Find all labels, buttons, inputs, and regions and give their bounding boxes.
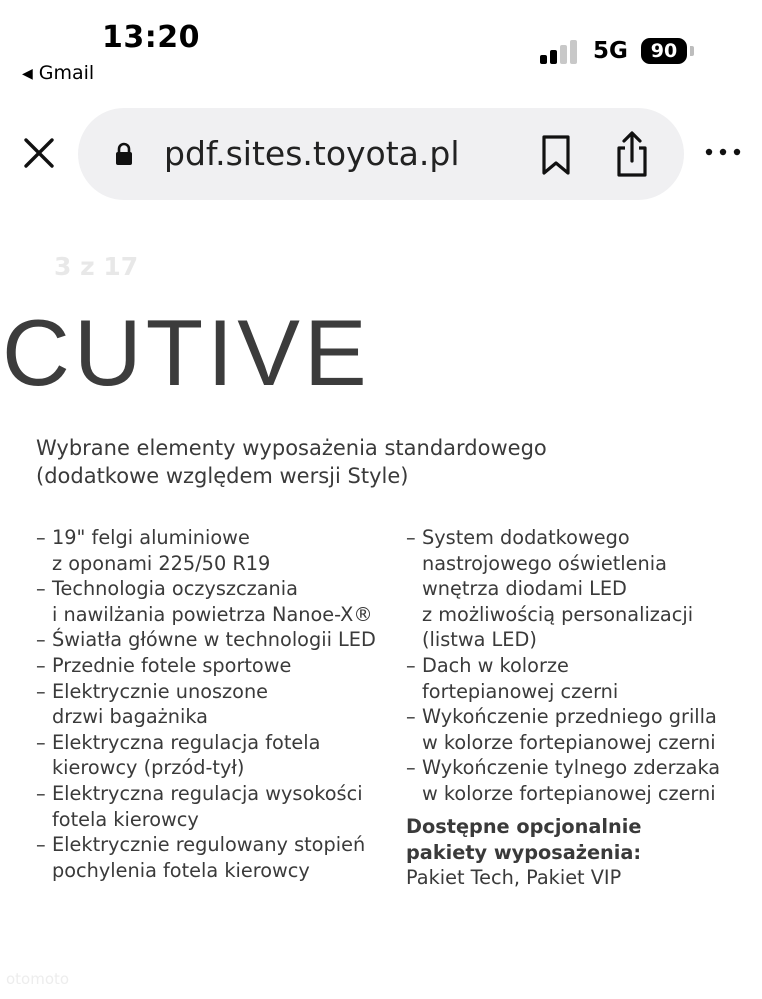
heading-line: (dodatkowe względem wersji Style) xyxy=(36,464,409,488)
document-title: CUTIVE xyxy=(2,300,371,405)
bookmark-icon[interactable] xyxy=(538,134,574,176)
status-bar xyxy=(0,0,762,100)
back-triangle-icon: ◀ xyxy=(22,66,33,82)
list-item: – Technologia oczyszczania i nawilżania powietrza Nanoe-X® xyxy=(36,577,373,626)
back-app-label: Gmail xyxy=(38,62,95,84)
close-icon[interactable] xyxy=(22,136,56,170)
status-time: 13:20 xyxy=(102,20,200,55)
section-heading xyxy=(36,434,676,490)
battery-icon: 90 xyxy=(641,38,687,64)
network-type: 5G xyxy=(593,38,628,64)
watermark: otomoto xyxy=(6,970,70,988)
share-icon[interactable] xyxy=(614,130,650,178)
url-text[interactable]: pdf.sites.toyota.pl xyxy=(164,134,460,173)
optional-title: pakiety wyposażenia: xyxy=(406,840,642,864)
signal-bar xyxy=(560,45,567,64)
signal-bar xyxy=(570,40,577,64)
address-bar[interactable] xyxy=(78,108,684,200)
battery-cap xyxy=(690,46,694,56)
list-item: – Wykończenie tylnego zderzaka w kolorze fortepianowej czerni xyxy=(406,756,721,805)
list-item: – Dach w kolorze fortepianowej czerni xyxy=(406,653,619,703)
lock-icon xyxy=(114,142,134,166)
page-indicator: 3 z 17 xyxy=(54,252,139,281)
optional-value: Pakiet Tech, Pakiet VIP xyxy=(406,866,622,890)
list-item: – Elektrycznie regulowany stopień pochylenia fotela kierowcy xyxy=(36,833,366,882)
list-item: – Wykończenie przedniego grilla w kolorze fortepianowej czerni xyxy=(406,705,717,754)
heading-line: Wybrane elementy wyposażenia standardowego xyxy=(36,436,547,460)
signal-bar xyxy=(540,55,547,64)
list-item: – Elektrycznie unoszone drzwi bagażnika xyxy=(36,679,269,729)
list-item: – System dodatkowego nastrojowego oświetlenia wnętrza diodami LED z możliwością personalizacji (listwa LED) xyxy=(406,526,694,652)
equipment-list-right xyxy=(406,525,746,807)
list-item: – 19" felgi aluminiowe z oponami 225/50 R19 xyxy=(36,526,271,575)
list-item: – Światła główne w technologii LED xyxy=(36,628,376,652)
back-to-app-link[interactable] xyxy=(22,62,94,84)
optional-title: Dostępne opcjonalnie xyxy=(406,815,642,838)
signal-bar xyxy=(550,50,557,64)
signal-strength-icon xyxy=(540,38,580,64)
list-item: – Elektryczna regulacja wysokości fotela kierowcy xyxy=(36,781,363,831)
optional-packages xyxy=(406,814,746,891)
list-item: – Elektryczna regulacja fotela kierowcy (przód-tył) xyxy=(36,730,321,780)
equipment-list-left xyxy=(36,525,406,883)
more-icon[interactable] xyxy=(705,145,741,159)
list-item: – Przednie fotele sportowe xyxy=(36,653,292,677)
